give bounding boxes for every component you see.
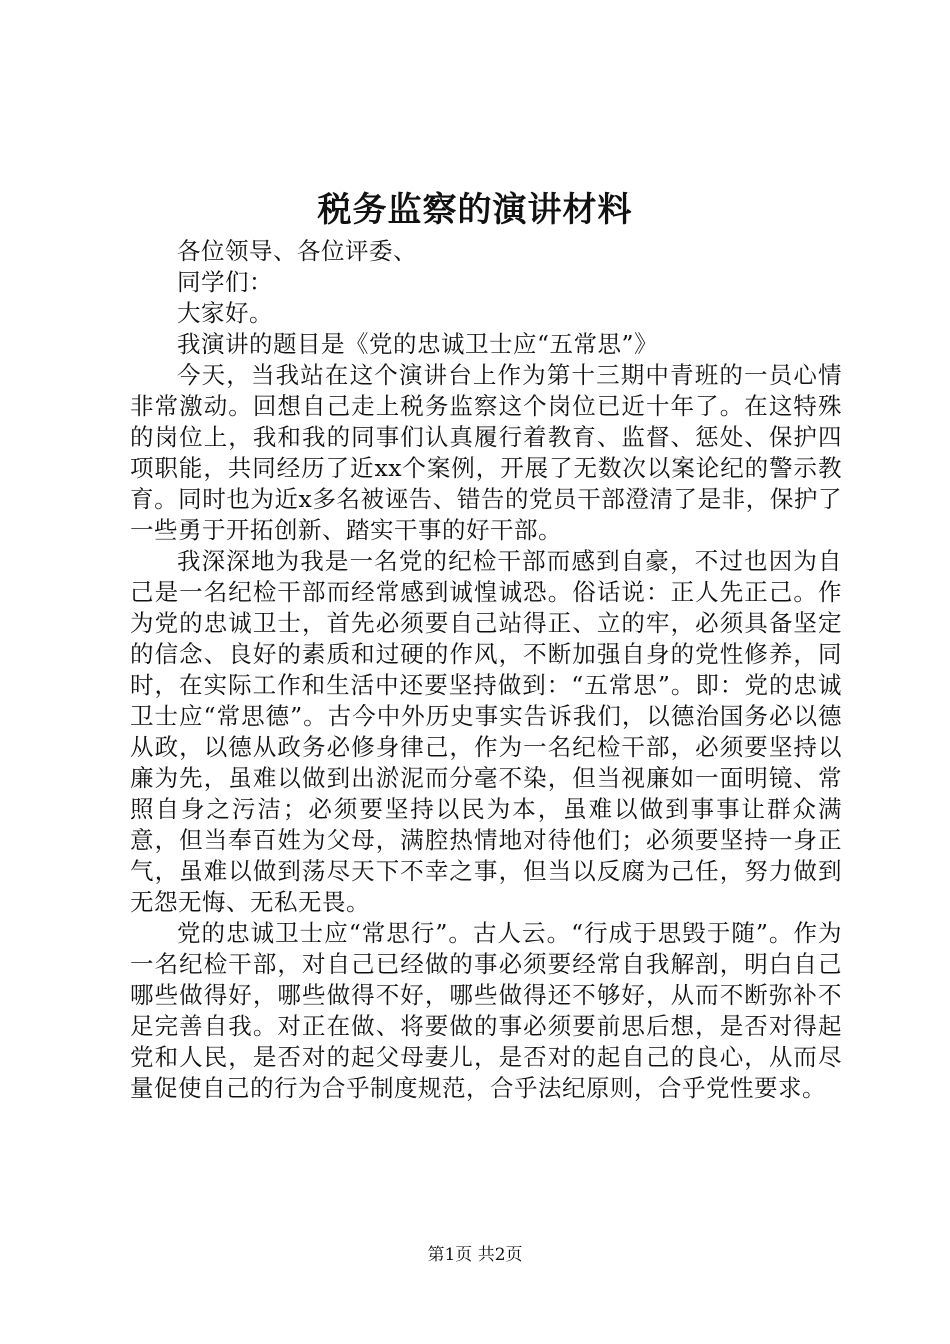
paragraph-salutation-1: 各位领导、各位评委、 <box>177 237 417 265</box>
paragraph-salutation-2: 同学们： <box>177 268 273 296</box>
paragraph-body-3: 党的忠诚卫士应“常思行”。古人云。“行成于思毁于随”。作为一名纪检干部，对自己已经做的事必须要经常自我解剖，明白自己哪些做得好，哪些做得不好，哪些做得还不够好，从而不断弥补不足完善自我。对正在做、将要做的事必须要前思后想，是否对得起党和人民，是否对的起父母妻儿，是否对的起自己的良心，从而尽量促使自己的行为合乎制度规范，合乎法纪原则，合乎党性要求。 <box>130 919 842 1102</box>
paragraph-topic: 我演讲的题目是《党的忠诚卫士应“五常思”》 <box>177 330 659 358</box>
paragraph-body-2: 我深深地为我是一名党的纪检干部而感到自豪，不过也因为自己是一名纪检干部而经常感到诚惶诚恐。俗话说：正人先正己。作为党的忠诚卫士，首先必须要自己站得正、立的牢，必须具备坚定的信念、良好的素质和过硬的作风，不断加强自身的党性修养，同时，在实际工作和生活中还要坚持做到：“五常思”。即：党的忠诚卫士应“常思德”。古今中外历史事实告诉我们，以德治国务必以德从政，以德从政务必修身律己，作为一名纪检干部，必须要坚持以廉为先，虽难以做到出淤泥而分毫不染，但当视廉如一面明镜、常照自身之污洁；必须要坚持以民为本，虽难以做到事事让群众满意，但当奉百姓为父母，满腔热情地对待他们；必须要坚持一身正气，虽难以做到荡尽天下不幸之事，但当以反腐为己任，努力做到无怨无悔、无私无畏。 <box>130 547 842 916</box>
document-body <box>130 236 842 1104</box>
document-title: 税务监察的演讲材料 <box>317 190 633 230</box>
page-footer: 第1页 共2页 <box>427 1245 523 1265</box>
paragraph-greeting: 大家好。 <box>177 299 273 327</box>
paragraph-body-1: 今天，当我站在这个演讲台上作为第十三期中青班的一员心情非常激动。回想自己走上税务监察这个岗位已近十年了。在这特殊的岗位上，我和我的同事们认真履行着教育、监督、惩处、保护四项职能，共同经历了近xx个案例，开展了无数次以案论纪的警示教育。同时也为近x多名被诬告、错告的党员干部澄清了是非，保护了一些勇于开拓创新、踏实干事的好干部。 <box>130 361 842 544</box>
